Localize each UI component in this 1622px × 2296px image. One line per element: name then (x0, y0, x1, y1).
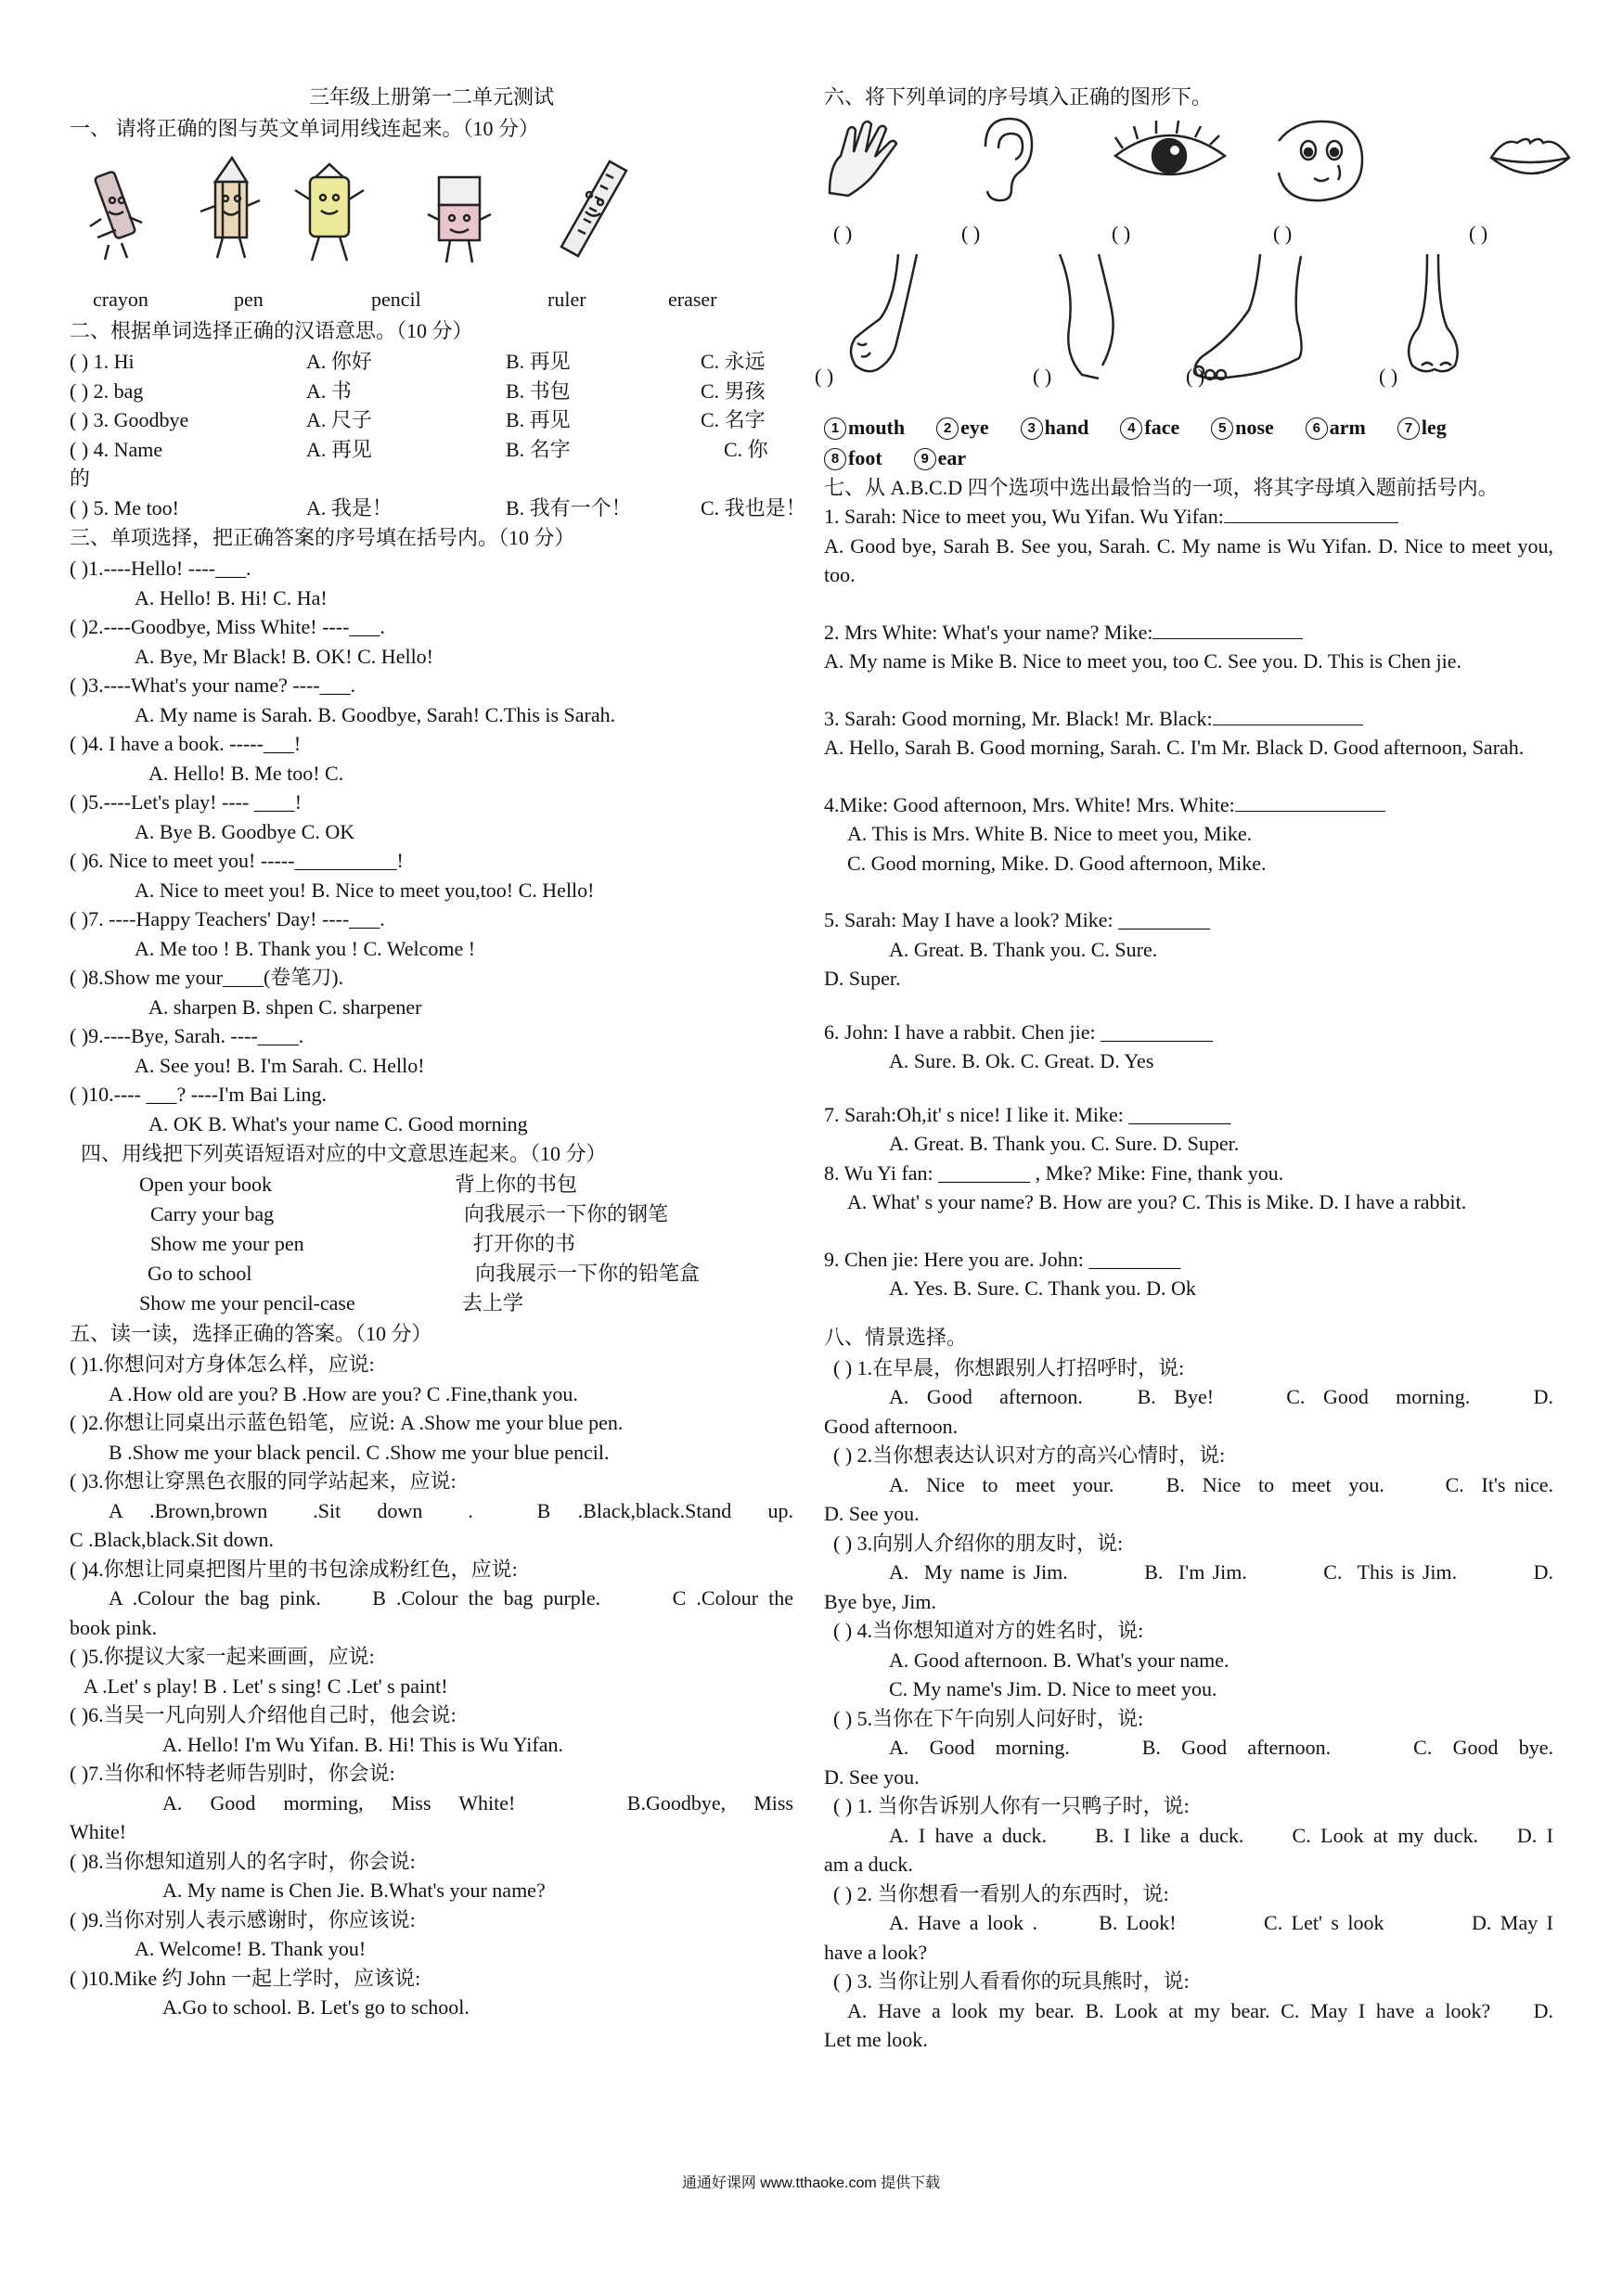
eye-drawing-icon (1110, 119, 1230, 193)
body-option-foot (824, 443, 882, 473)
s5-line: White! (70, 1820, 127, 1843)
eraser-drawing-icon (422, 168, 496, 270)
s7-q6-options: A. Sure. B. Ok. C. Great. D. Yes (889, 1049, 1154, 1072)
s3-options: A. See you! B. I'm Sarah. C. Hello! (135, 1053, 425, 1077)
s5-line: A.Go to school. B. Let's go to school. (162, 1995, 470, 2019)
section-6-header: 六、将下列单词的序号填入正确的图形下。 (824, 85, 1213, 109)
s8-line: Bye bye, Jim. (824, 1589, 936, 1613)
s5-line: ( )3.你想让穿黑色衣服的同学站起来，应说: (70, 1469, 457, 1493)
s5-line: A. Good morming, Miss White! B.Goodbye, Miss (162, 1790, 793, 1815)
s7-q7-options: A. Great. B. Thank you. C. Sure. D. Super. (889, 1132, 1240, 1155)
ruler-drawing-icon (552, 154, 636, 265)
number-circle: 1 (824, 417, 846, 440)
s3-question: ( )10.---- ___? ----I'm Bai Ling. (70, 1083, 328, 1106)
body-blanks-row-2 (815, 365, 1553, 412)
s2-item-a: A. 我是！ (306, 495, 393, 519)
s3-question: ( )5.----Let's play! ---- ____! (70, 790, 303, 814)
s8-line: A. Good morning. B. Good afternoon. C. Good bye. (889, 1736, 1553, 1759)
s5-line: A .Let' s play! B . Let' s sing! C .Let' s paint! (84, 1674, 448, 1698)
s2-item-q: ( ) 1. Hi (70, 350, 135, 373)
number-circle: 8 (824, 448, 846, 470)
s8-line: A. Good afternoon. B. Bye! C. Good morning. D. (889, 1385, 1553, 1408)
s8-line: ( ) 3. 当你让别人看看你的玩具熊时，说: (833, 1969, 1190, 1993)
s2-item-row (70, 347, 793, 377)
sharpener-drawing-icon (288, 159, 371, 270)
s5-line: A .How old are you? B .How are you? C .Fine,thank you. (109, 1381, 578, 1405)
s7-q8: 8. Wu Yi fan: _________ , Mke? Mike: Fine, thank you. (824, 1161, 1284, 1185)
answer-blank[interactable] (1235, 811, 1385, 812)
s3-options: A. Bye B. Goodbye C. OK (135, 819, 355, 843)
s2-item-q: ( ) 3. Goodbye (70, 408, 189, 431)
option-word: nose (1235, 416, 1274, 439)
s8-line: C. My name's Jim. D. Nice to meet you. (889, 1677, 1217, 1700)
s8-line: A. Have a look my bear. B. Look at my bear. C. May I have a look? D. (847, 1998, 1553, 2022)
blank[interactable]: ( ) (1469, 222, 1488, 245)
option-word: ear (937, 446, 967, 469)
option-word: mouth (848, 416, 906, 439)
section-1-header: 一、 请将正确的图与英文单词用线连起来。（10 分） (70, 117, 540, 140)
section-3-header: 三、单项选择，把正确答案的序号填在括号内。（10 分） (70, 526, 575, 549)
s7-q4 (824, 790, 1553, 820)
s2-item-a: A. 你好 (306, 350, 372, 373)
section-5-header: 五、读一读，选择正确的答案。（10 分） (70, 1322, 432, 1345)
s8-line: A. My name is Jim. B. I'm Jim. C. This is Jim. D. (889, 1560, 1553, 1584)
page-footer: 通通好课网 www.tthaoke.com 提供下载 (681, 2175, 941, 2191)
s5-line: A. Welcome! B. Thank you! (135, 1937, 367, 1960)
s8-line: ( ) 5.当你在下午向别人问好时，说: (833, 1706, 1144, 1730)
s7-q9-options: A. Yes. B. Sure. C. Thank you. D. Ok (889, 1276, 1196, 1300)
s7-q4-options-1: A. This is Mrs. White B. Nice to meet you, Mike. (847, 822, 1253, 845)
s3-options: A. sharpen B. shpen C. sharpener (148, 994, 422, 1019)
body-option-mouth (824, 412, 905, 443)
arm-drawing-icon (833, 254, 935, 379)
body-option-eye (936, 412, 989, 443)
option-word: hand (1044, 416, 1089, 439)
s5-line: ( )4.你想让同桌把图片里的书包涂成粉红色，应说: (70, 1557, 518, 1581)
s3-options: A. My name is Sarah. B. Goodbye, Sarah! C.This is Sarah. (135, 702, 616, 726)
page-title: 三年级上册第一二单元测试 (308, 85, 554, 109)
blank[interactable]: ( ) (833, 222, 853, 245)
crayon-drawing-icon (88, 163, 153, 265)
s5-line: ( )9.当你对别人表示感谢时，你应该说: (70, 1907, 416, 1931)
s5-line: B .Show me your black pencil. C .Show me your blue pencil. (109, 1440, 610, 1464)
s3-question: ( )4. I have a book. -----___! (70, 732, 302, 755)
s2-item-row (70, 405, 793, 435)
number-circle: 9 (914, 448, 936, 470)
body-option-hand (1021, 412, 1089, 443)
s4-chinese-meaning: 去上学 (462, 1291, 524, 1315)
blank[interactable]: ( ) (961, 222, 981, 245)
s7-q9: 9. Chen jie: Here you are. John: _________ (824, 1247, 1181, 1271)
s8-line: ( ) 1. 当你告诉别人你有一只鸭子时，说: (833, 1794, 1190, 1817)
body-option-arm (1306, 412, 1366, 443)
left-column (70, 82, 806, 2022)
number-circle: 2 (936, 417, 959, 440)
body-option-nose (1211, 412, 1274, 443)
section-8-items (824, 1353, 1553, 2055)
s7-q6: 6. John: I have a rabbit. Chen jie: ___________ (824, 1020, 1214, 1044)
s3-options: A. Nice to meet you! B. Nice to meet you,too! C. Hello! (135, 878, 595, 902)
s8-line: D. See you. (824, 1764, 920, 1789)
s2-item-c: C. 我也是！ (701, 495, 806, 519)
s5-line: ( )1.你想问对方身体怎么样，应说: (70, 1353, 375, 1376)
s2-item-a: A. 再见 (306, 437, 372, 461)
s7-q1 (824, 502, 1553, 532)
s8-line: ( ) 1.在早晨，你想跟别人打招呼时，说: (833, 1355, 1185, 1379)
option-word: foot (848, 446, 882, 469)
s5-line: book pink. (70, 1615, 158, 1639)
hand-drawing-icon (824, 119, 912, 202)
section-2-header: 二、根据单词选择正确的汉语意思。（10 分） (70, 319, 473, 342)
s4-english-phrase: Open your book (139, 1173, 272, 1196)
s5-line: ( )5.你提议大家一起来画画，应说: (70, 1645, 375, 1668)
s8-line: have a look? (824, 1940, 928, 1964)
s2-item-a: A. 尺子 (306, 408, 372, 431)
s4-pair-row (70, 1170, 793, 1199)
blank[interactable]: ( ) (815, 365, 834, 388)
section-7-header: 七、从 A.B.C.D 四个选项中选出最恰当的一项，将其字母填入题前括号内。 (824, 476, 1499, 499)
ear-drawing-icon (972, 113, 1037, 204)
number-circle: 7 (1397, 417, 1420, 440)
option-word: arm (1329, 416, 1366, 439)
answer-blank[interactable] (1224, 522, 1398, 523)
body-option-face (1120, 412, 1179, 443)
s5-line: ( )7.当你和怀特老师告别时，你会说: (70, 1762, 395, 1785)
body-word-options (824, 412, 1553, 473)
stationery-words (70, 284, 793, 315)
section-4-items (70, 1170, 793, 1318)
option-word: face (1144, 416, 1180, 439)
nose-drawing-icon (1399, 254, 1474, 384)
blank[interactable]: ( ) (1186, 365, 1205, 388)
word-eraser: eraser (668, 288, 717, 311)
s2-item-b: B. 名字 (506, 437, 571, 461)
right-column (815, 82, 1553, 2055)
s7-q3-text: 3. Sarah: Good morning, Mr. Black! Mr. Black: (824, 706, 1213, 730)
s7-q1-text: 1. Sarah: Nice to meet you, Wu Yifan. Wu Yifan: (824, 505, 1224, 528)
number-circle: 5 (1211, 417, 1233, 440)
s5-line: ( )6.当吴一凡向别人介绍他自己时，他会说: (70, 1703, 457, 1726)
word-pencil: pencil (371, 288, 421, 311)
s5-line: A .Colour the bag pink. B .Colour the bag purple. C .Colour the (109, 1586, 793, 1610)
s4-chinese-meaning: 背上你的书包 (455, 1173, 578, 1196)
number-circle: 3 (1021, 417, 1043, 440)
option-word: leg (1421, 416, 1447, 439)
section-3-items (70, 554, 793, 1138)
s7-q1-options: A. Good bye, Sarah B. See you, Sarah. C. My name is Wu Yifan. D. Nice to meet you, too. (824, 533, 1553, 586)
body-option-ear (914, 443, 967, 473)
number-circle: 4 (1120, 417, 1142, 440)
s2-item-b: B. 书包 (506, 378, 571, 403)
s2-item-b: B. 我有一个！ (506, 495, 632, 519)
section-5-items (70, 1350, 793, 2022)
s7-q4-text: 4.Mike: Good afternoon, Mrs. White! Mrs. White: (824, 792, 1235, 816)
s4-english-phrase: Show me your pen (150, 1232, 304, 1255)
s2-item-c: C. 你 (724, 437, 768, 461)
blank[interactable]: ( ) (1273, 222, 1293, 245)
s3-options: A. Me too ! B. Thank you ! C. Welcome ! (135, 936, 476, 960)
s7-q3 (824, 704, 1553, 734)
s3-question: ( )6. Nice to meet you! -----__________! (70, 849, 404, 872)
s5-line: A .Brown,brown .Sit down . B .Black,black.Stand up. (109, 1498, 793, 1522)
s4-pair-row (70, 1199, 793, 1229)
s3-question: ( )8.Show me your____(卷笔刀). (70, 966, 344, 989)
s3-options: A. Hello! B. Me too! C. (148, 761, 344, 785)
blank[interactable]: ( ) (1033, 365, 1052, 388)
s2-item-q: ( ) 2. bag (70, 378, 144, 403)
s7-q5-options: A. Great. B. Thank you. C. Sure. (889, 937, 1158, 961)
s8-line: Let me look. (824, 2028, 928, 2051)
s4-english-phrase: Show me your pencil-case (139, 1291, 355, 1315)
section-8-header: 八、情景选择。 (824, 1325, 968, 1349)
s7-q2 (824, 618, 1553, 648)
word-pen: pen (234, 288, 264, 311)
s3-question: ( )1.----Hello! ----___. (70, 557, 251, 580)
body-pictures-row-1 (824, 113, 1553, 213)
word-crayon: crayon (93, 288, 148, 311)
body-option-leg (1397, 412, 1447, 443)
s8-line: ( ) 2. 当你想看一看别人的东西时，说: (833, 1881, 1169, 1905)
s5-line: A. Hello! I'm Wu Yifan. B. Hi! This is Wu Yifan. (162, 1732, 563, 1756)
s2-item-a: A. 书 (306, 378, 352, 403)
s3-options: A. Bye, Mr Black! B. OK! C. Hello! (135, 644, 434, 668)
s5-line: C .Black,black.Sit down. (70, 1528, 274, 1551)
s3-question: ( )3.----What's your name? ----___. (70, 673, 356, 697)
s7-q5: 5. Sarah: May I have a look? Mike: _________ (824, 908, 1211, 931)
s8-line: am a duck. (824, 1853, 913, 1876)
s8-line: A. Have a look . B. Look! C. Let' s look D. May I (889, 1911, 1553, 1934)
s8-line: ( ) 3.向别人介绍你的朋友时，说: (833, 1531, 1124, 1555)
stationery-pictures (70, 145, 793, 284)
s4-pair-row (70, 1229, 793, 1259)
s4-english-phrase: Go to school (148, 1262, 252, 1285)
body-blanks-row-1 (824, 213, 1553, 254)
s8-line: D. See you. (824, 1502, 920, 1525)
s4-pair-row (70, 1259, 793, 1289)
s7-q4-options-2: C. Good morning, Mike. D. Good afternoon, Mike. (847, 851, 1267, 875)
blank[interactable]: ( ) (1379, 365, 1398, 388)
face-drawing-icon (1269, 113, 1371, 206)
section-2-items (70, 347, 806, 522)
s7-q2-options: A. My name is Mike B. Nice to meet you, too C. See you. D. This is Chen jie. (824, 649, 1462, 673)
leg-drawing-icon (1047, 254, 1130, 384)
s3-question: ( )9.----Bye, Sarah. ----____. (70, 1024, 304, 1047)
s2-item-row (70, 435, 793, 465)
s8-line: A. Nice to meet your. B. Nice to meet you. C. It's nice. (889, 1472, 1553, 1496)
s7-q5-options-2: D. Super. (824, 967, 901, 990)
s7-q2-text: 2. Mrs White: What's your name? Mike: (824, 620, 1153, 644)
s8-line: ( ) 2.当你想表达认识对方的高兴心情时，说: (833, 1443, 1226, 1467)
s4-chinese-meaning: 打开你的书 (473, 1232, 576, 1255)
s2-item-c: C. 名字 (701, 408, 766, 431)
pencil-drawing-icon (195, 154, 264, 265)
s4-chinese-meaning: 向我展示一下你的钢笔 (464, 1202, 669, 1225)
mouth-drawing-icon (1487, 132, 1571, 187)
s3-question: ( )2.----Goodbye, Miss White! ----___. (70, 615, 385, 638)
option-word: eye (960, 416, 989, 439)
blank[interactable]: ( ) (1112, 222, 1131, 245)
s3-options: A. Hello! B. Hi! C. Ha! (135, 585, 328, 609)
s8-line: A. I have a duck. B. I like a duck. C. Look at my duck. D. I (889, 1823, 1553, 1847)
s5-line: ( )2.你想让同桌出示蓝色铅笔，应说: A .Show me your blue pen. (70, 1411, 624, 1434)
number-circle: 6 (1306, 417, 1328, 440)
s2-item-q: ( ) 5. Me too! (70, 495, 179, 519)
s4-pair-row (70, 1289, 793, 1318)
s3-question: ( )7. ----Happy Teachers' Day! ----___. (70, 907, 385, 930)
s8-line: A. Good afternoon. B. What's your name. (889, 1648, 1229, 1672)
s3-options: A. OK B. What's your name C. Good morning (148, 1111, 528, 1135)
s2-item-row (70, 377, 793, 406)
s5-line: ( )10.Mike 约 John 一起上学时，应该说: (70, 1966, 421, 1990)
s2-item-c: C. 男孩 (701, 378, 766, 403)
s4-chinese-meaning: 向我展示一下你的铅笔盒 (475, 1262, 701, 1285)
s2-item-b: B. 再见 (506, 350, 571, 373)
s8-line: ( ) 4.当你想知道对方的姓名时，说: (833, 1619, 1144, 1642)
s7-q8-options: A. What' s your name? B. How are you? C. This is Mike. D. I have a rabbit. (847, 1190, 1467, 1213)
s5-line: ( )8.当你想知道别人的名字时，你会说: (70, 1849, 416, 1873)
s4-english-phrase: Carry your bag (150, 1202, 275, 1225)
s2-item-b: B. 再见 (506, 408, 571, 431)
s5-line: A. My name is Chen Jie. B.What's your name? (162, 1879, 546, 1902)
s7-q3-options: A. Hello, Sarah B. Good morning, Sarah. C. I'm Mr. Black D. Good afternoon, Sarah. (824, 736, 1525, 759)
section-4-header: 四、用线把下列英语短语对应的中文意思连起来。（10 分） (81, 1142, 607, 1165)
s2-item-c: C. 永远 (701, 350, 766, 373)
s7-q7: 7. Sarah:Oh,it' s nice! I like it. Mike: __________ (824, 1102, 1231, 1126)
s2-item-q: ( ) 4. Name (70, 437, 163, 461)
s2-item-4-wrap: 的 (70, 467, 91, 490)
s2-item-row (70, 494, 806, 523)
s8-line: Good afternoon. (824, 1414, 959, 1438)
word-ruler: ruler (547, 288, 586, 311)
answer-blank[interactable] (1152, 638, 1303, 639)
